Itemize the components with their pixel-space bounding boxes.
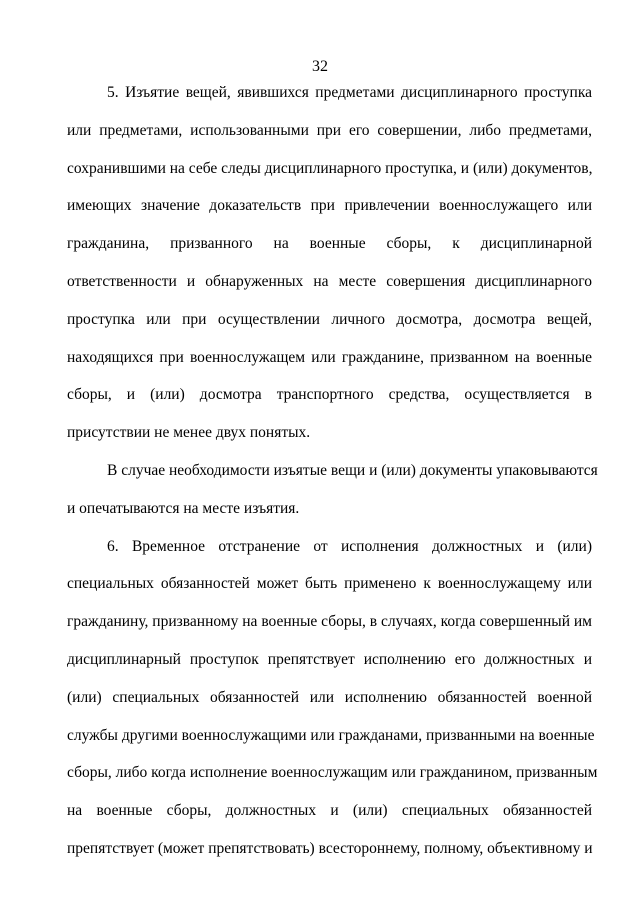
text-line: ответственности и обнаруженных на месте совершения дисциплинарного — [67, 272, 592, 290]
text-line: препятствует (может препятствовать) всестороннему, полному, объективному и — [67, 839, 593, 857]
text-line: или предметами, использованными при его совершении, либо предметами, — [67, 121, 592, 139]
text-line: находящихся при военнослужащем или гражданине, призванном на военные — [67, 348, 592, 366]
paragraph-packaging — [67, 452, 598, 528]
text-line: специальных обязанностей может быть применено к военнослужащему или — [67, 575, 592, 593]
text-line: сохранившими на себе следы дисциплинарного проступка, и (или) документов, — [67, 159, 593, 177]
text-line: дисциплинарный проступок препятствует исполнению его должностных и — [67, 650, 592, 668]
text-line: 6. Временное отстранение от исполнения должностных и (или) — [107, 537, 592, 555]
text-line: проступка или при осуществлении личного досмотра, досмотра вещей, — [67, 310, 592, 328]
text-line: В случае необходимости изъятые вещи и (или) документы упаковываются — [107, 461, 598, 479]
text-line: и опечатываются на месте изъятия. — [67, 499, 300, 517]
paragraph-5 — [67, 74, 592, 452]
text-line: гражданину, призванному на военные сборы, в случаях, когда совершенный им — [67, 613, 592, 631]
text-line: имеющих значение доказательств при привлечении военнослужащего или — [67, 197, 592, 215]
text-line: сборы, либо когда исполнение военнослужащим или гражданином, призванным — [67, 764, 598, 782]
paragraph-6 — [67, 528, 598, 868]
text-line: на военные сборы, должностных и (или) специальных обязанностей — [67, 802, 592, 820]
text-line: 5. Изъятие вещей, явившихся предметами дисциплинарного проступка — [107, 84, 592, 101]
document-body — [67, 74, 598, 868]
text-line: (или) специальных обязанностей или исполнению обязанностей военной — [67, 688, 592, 706]
text-line: сборы, и (или) досмотра транспортного средства, осуществляется в — [67, 386, 592, 404]
text-line: гражданина, призванного на военные сборы, к дисциплинарной — [67, 235, 592, 253]
text-line: службы другими военнослужащими или гражданами, призванными на военные — [67, 726, 595, 744]
page-number: 32 — [312, 58, 328, 75]
text-line: присутствии не менее двух понятых. — [67, 424, 311, 442]
